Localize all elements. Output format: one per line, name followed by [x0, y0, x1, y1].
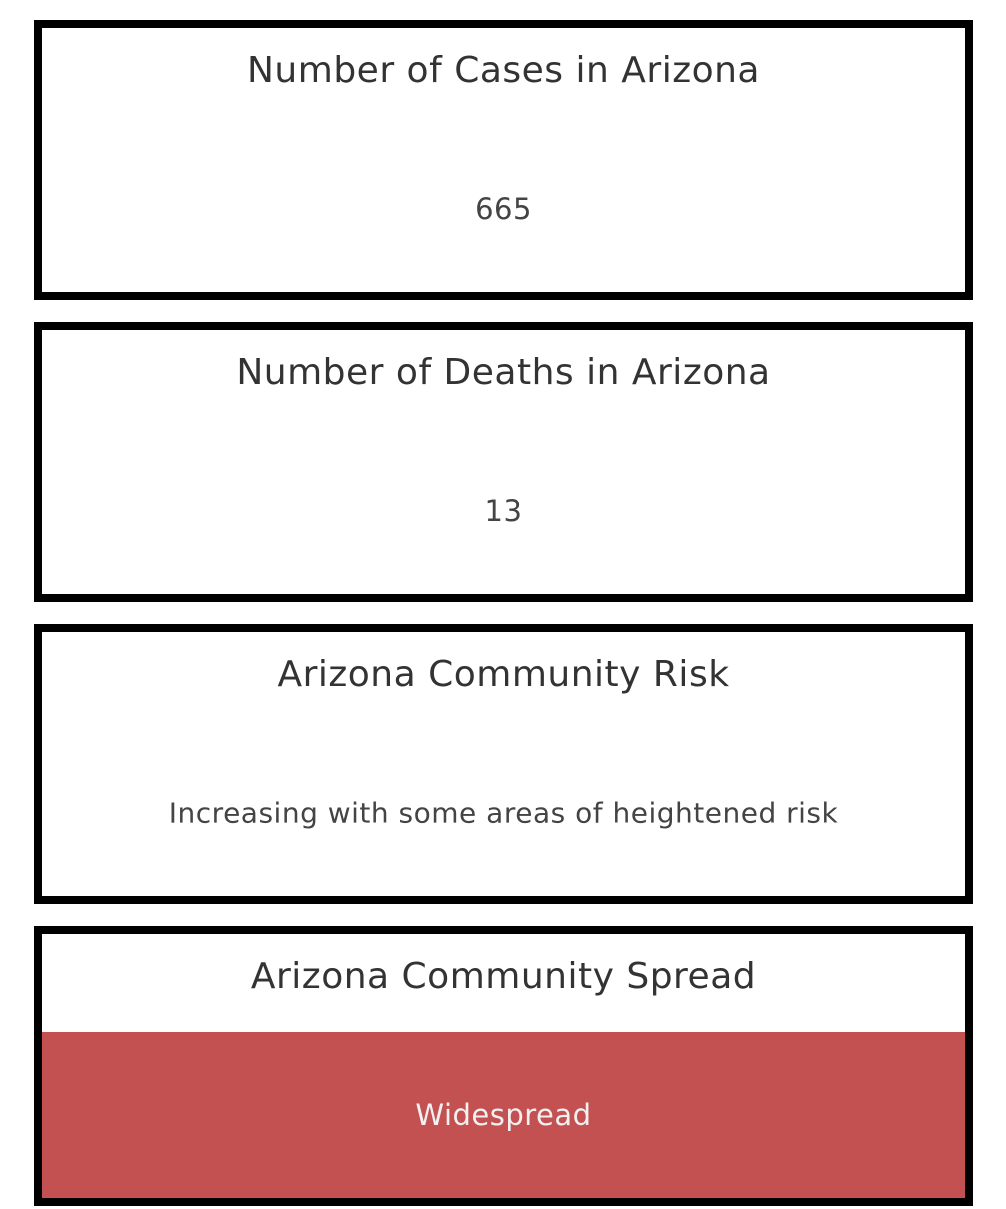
community-spread-title: Arizona Community Spread — [250, 956, 757, 997]
deaths-value: 13 — [484, 494, 523, 528]
cases-title: Number of Cases in Arizona — [247, 50, 760, 91]
cases-value: 665 — [475, 192, 532, 226]
community-spread-value: Widespread — [415, 1098, 592, 1132]
deaths-value-area — [42, 428, 965, 594]
community-risk-card — [34, 624, 973, 904]
deaths-title: Number of Deaths in Arizona — [236, 352, 771, 393]
cases-value-area — [42, 126, 965, 292]
community-risk-title: Arizona Community Risk — [277, 654, 730, 695]
community-spread-status-band — [42, 1032, 965, 1198]
community-risk-value: Increasing with some areas of heightened risk — [168, 796, 839, 830]
deaths-card — [34, 322, 973, 602]
community-risk-value-area — [42, 730, 965, 896]
community-spread-card — [34, 926, 973, 1206]
cases-card — [34, 20, 973, 300]
